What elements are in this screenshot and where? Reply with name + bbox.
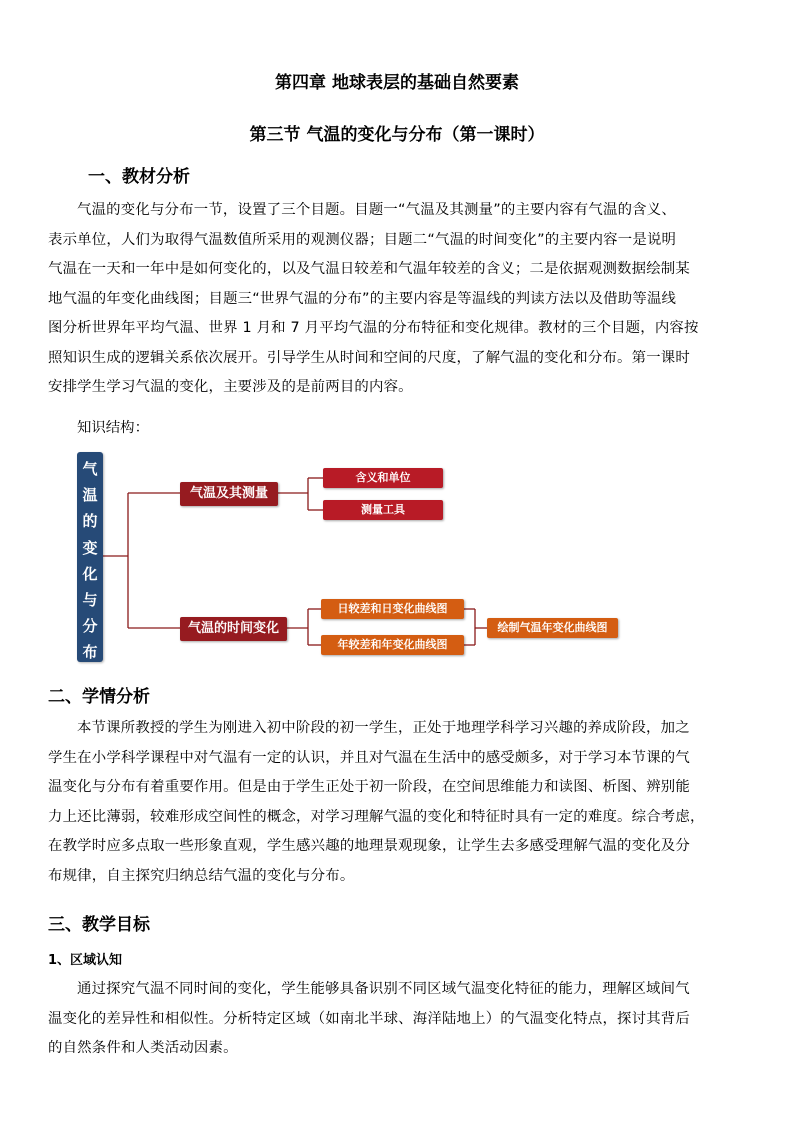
subheading-regional-cognition: 1、区域认知 <box>48 953 123 968</box>
root-char: 气 <box>82 460 98 478</box>
root-char: 温 <box>82 486 98 505</box>
text-line: 安排学生学习气温的变化，主要涉及的是前两目的内容。 <box>48 379 413 395</box>
text-line: 力上还比薄弱，较难形成空间性的概念，对学习理解气温的变化和特征时具有一定的难度。综合考虑， <box>48 808 705 825</box>
text-line: 照知识生成的逻辑关系依次展开。引导学生从时间和空间的尺度，了解气温的变化和分布。第一课时 <box>48 349 690 366</box>
root-char: 与 <box>82 591 98 610</box>
text-line: 本节课所教授的学生为刚进入初中阶段的初一学生，正处于地理学科学习兴趣的养成阶段，加之 <box>77 720 690 736</box>
root-char: 布 <box>82 643 98 662</box>
text-line: 图分析世界年平均气温、世界 1 月和 7 月平均气温的分布特征和变化规律。教材的三个目题，内容按 <box>48 320 699 336</box>
mindmap-branch-measurement: 气温及其测量 <box>180 482 278 506</box>
heading-teaching-goals: 三、教学目标 <box>48 915 150 935</box>
paragraph-student-analysis <box>48 714 748 891</box>
text-line: 气温的变化与分布一节，设置了三个目题。目题一“气温及其测量”的主要内容有气温的含义、 <box>77 202 676 218</box>
text-line: 学生在小学科学课程中对气温有一定的认识，并且对气温在生活中的感受颇多，对于学习本节课的气 <box>48 749 690 766</box>
chapter-title: 第四章 地球表层的基础自然要素 <box>275 73 519 93</box>
mindmap-root <box>77 452 103 662</box>
text-line: 温变化与分布有着重要作用。但是由于学生正处于初一阶段，在空间思维能力和读图、析图、辨别能 <box>48 779 690 795</box>
root-char: 变 <box>82 538 98 557</box>
text-line: 气温在一天和一年中是如何变化的，以及气温日较差和气温年较差的含义；二是依据观测数据绘制某 <box>48 261 690 277</box>
mindmap-leaf-daily-range: 日较差和日变化曲线图 <box>321 599 464 619</box>
mindmap-leaf-meaning-unit: 含义和单位 <box>323 468 443 488</box>
text-line: 地气温的年变化曲线图；目题三“世界气温的分布”的主要内容是等温线的判读方法以及借助等温线 <box>48 290 677 307</box>
knowledge-structure-label: 知识结构： <box>77 420 149 436</box>
paragraph-regional-cognition <box>48 975 748 1064</box>
text-line: 表示单位，人们为取得气温数值所采用的观测仪器；目题二“气温的时间变化”的主要内容一是说明 <box>48 231 677 248</box>
root-char: 化 <box>82 564 98 583</box>
root-char: 分 <box>82 617 98 636</box>
mindmap-leaf-tools: 测量工具 <box>323 500 443 520</box>
text-line: 在教学时应多点取一些形象直观，学生感兴趣的地理景观现象，让学生去多感受理解气温的变化及分 <box>48 838 690 854</box>
text-line: 布规律，自主探究归纳总结气温的变化与分布。 <box>48 867 355 884</box>
mindmap-leaf-annual-range: 年较差和年变化曲线图 <box>321 635 464 655</box>
section-title: 第三节 气温的变化与分布（第一课时） <box>249 125 545 145</box>
heading-textbook-analysis: 一、教材分析 <box>88 167 190 187</box>
paragraph-textbook-analysis <box>48 196 748 403</box>
mindmap-branch-time-change: 气温的时间变化 <box>180 617 287 641</box>
text-line: 的自然条件和人类活动因素。 <box>48 1040 238 1056</box>
mindmap-leaf-draw-curve: 绘制气温年变化曲线图 <box>487 618 618 638</box>
text-line: 通过探究气温不同时间的变化，学生能够具备识别不同区域气温变化特征的能力，理解区域间气 <box>77 981 690 997</box>
heading-student-analysis: 二、学情分析 <box>48 687 150 707</box>
text-line: 温变化的差异性和相似性。分析特定区域（如南北半球、海洋陆地上）的气温变化特点，探讨其背后 <box>48 1010 690 1027</box>
root-char: 的 <box>82 512 98 531</box>
